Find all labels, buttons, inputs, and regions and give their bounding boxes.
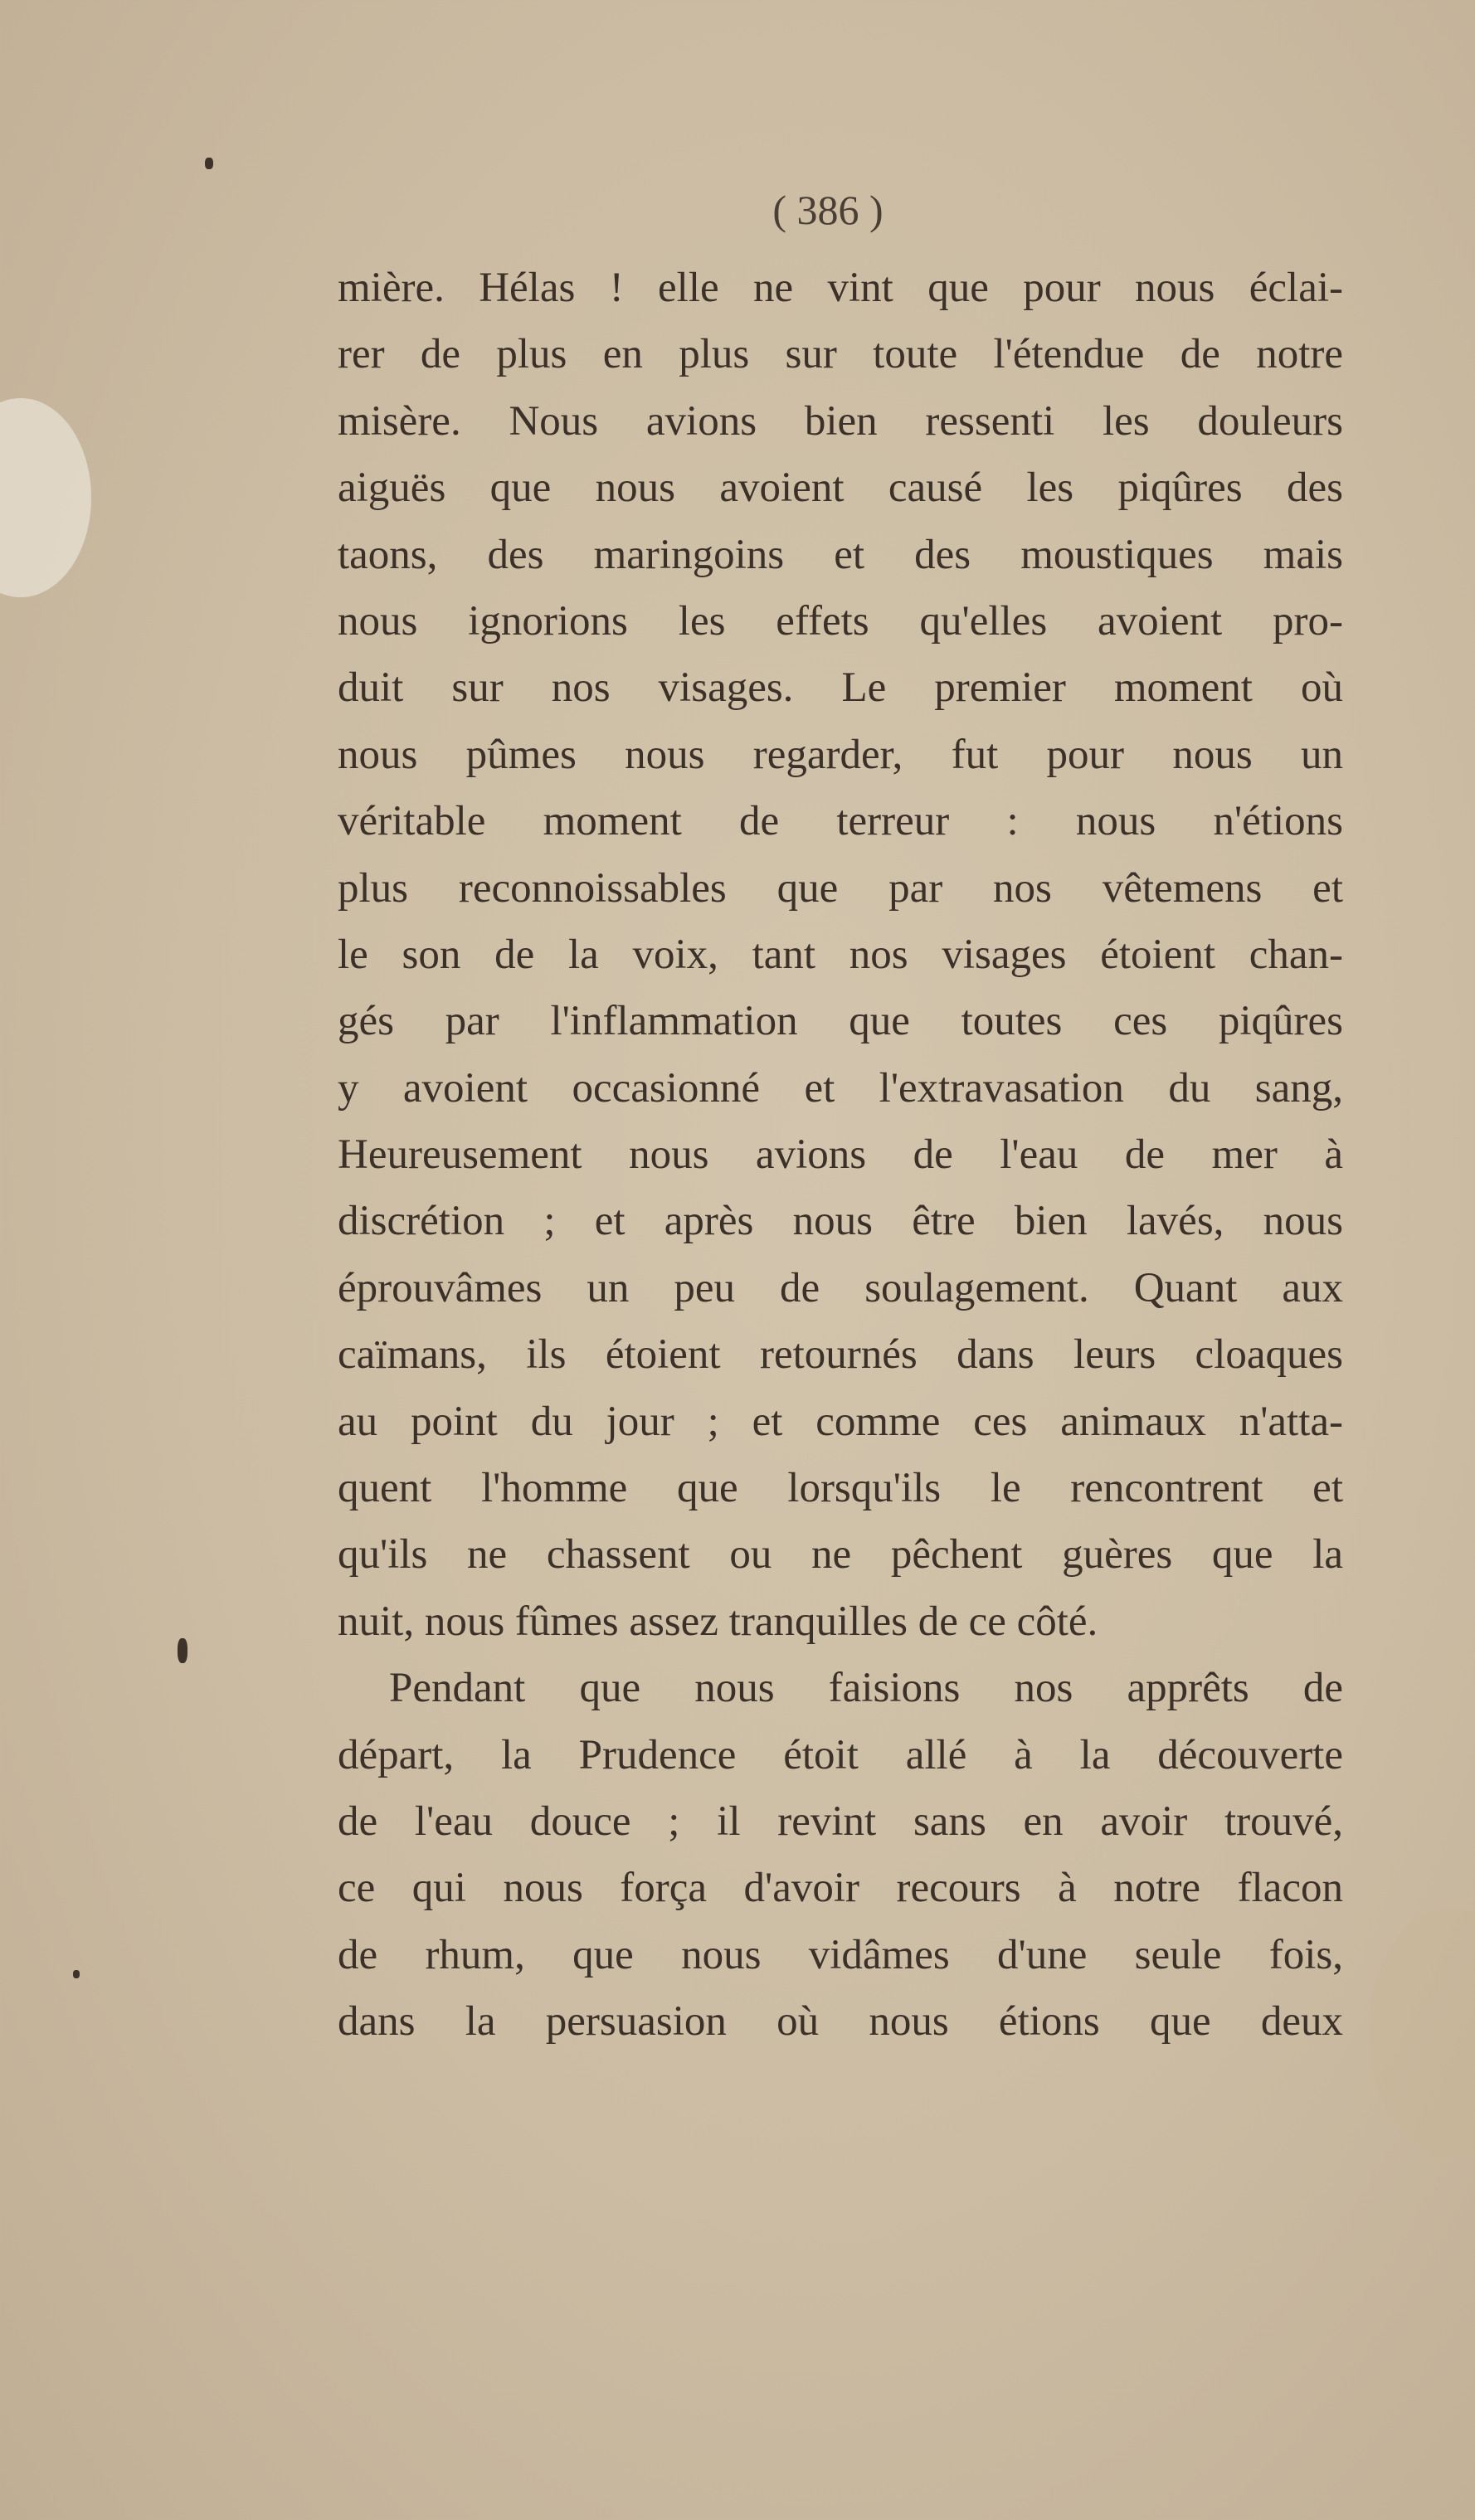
text-line: ce qui nous força d'avoir recours à notre flacon — [338, 1865, 1343, 1912]
text-line: discrétion ; et après nous être bien lavés, nous — [338, 1198, 1343, 1245]
paper-stain — [1369, 1908, 1475, 2157]
text-line: véritable moment de terreur : nous n'étions — [338, 798, 1343, 845]
text-line: duit sur nos visages. Le premier moment où — [338, 664, 1343, 712]
text-line: gés par l'inflammation que toutes ces piqûres — [338, 998, 1343, 1045]
text-line: taons, des maringoins et des moustiques mais — [338, 531, 1343, 578]
text-line: Heureusement nous avions de l'eau de mer à — [338, 1131, 1343, 1179]
text-line: le son de la voix, tant nos visages étoient chan- — [338, 931, 1343, 978]
text-line: nous ignorions les effets qu'elles avoient pro- — [338, 597, 1343, 645]
text-line: au point du jour ; et comme ces animaux n'atta- — [338, 1398, 1343, 1445]
text-line: dans la persuasion où nous étions que deux — [338, 1998, 1343, 2046]
page-number: ( 386 ) — [772, 187, 884, 233]
text-line: départ, la Prudence étoit allé à la découverte — [338, 1731, 1343, 1778]
text-line: de l'eau douce ; il revint sans en avoir trouvé, — [338, 1798, 1343, 1845]
ink-speck — [73, 1970, 80, 1978]
ink-speck — [178, 1638, 187, 1663]
text-line: mière. Hélas ! elle ne vint que pour nous éclai- — [338, 265, 1343, 311]
paragraph-start-line: Pendant que nous faisions nos apprêts de — [389, 1665, 1343, 1712]
text-line: qu'ils ne chassent ou ne pêchent guères que la — [338, 1531, 1343, 1579]
text-line: de rhum, que nous vidâmes d'une seule fois, — [338, 1931, 1343, 1978]
text-line: éprouvâmes un peu de soulagement. Quant aux — [338, 1264, 1343, 1311]
text-line: nous pûmes nous regarder, fut pour nous un — [338, 731, 1343, 778]
ink-speck — [205, 158, 213, 169]
text-line: rer de plus en plus sur toute l'étendue de notre — [338, 331, 1343, 378]
text-line: misère. Nous avions bien ressenti les douleurs — [338, 397, 1343, 445]
paper-stain — [0, 398, 91, 597]
text-line: y avoient occasionné et l'extravasation du sang, — [338, 1064, 1343, 1112]
body-text — [338, 255, 1343, 2055]
paragraph-end-line: nuit, nous fûmes assez tranquilles de ce côté. — [338, 1598, 1098, 1645]
text-line: quent l'homme que lorsqu'ils le rencontrent et — [338, 1465, 1343, 1512]
text-line: caïmans, ils étoient retournés dans leurs cloaques — [338, 1331, 1343, 1379]
text-line: plus reconnoissables que par nos vêtemens et — [338, 864, 1343, 912]
text-line: aiguës que nous avoient causé les piqûres des — [338, 465, 1343, 512]
